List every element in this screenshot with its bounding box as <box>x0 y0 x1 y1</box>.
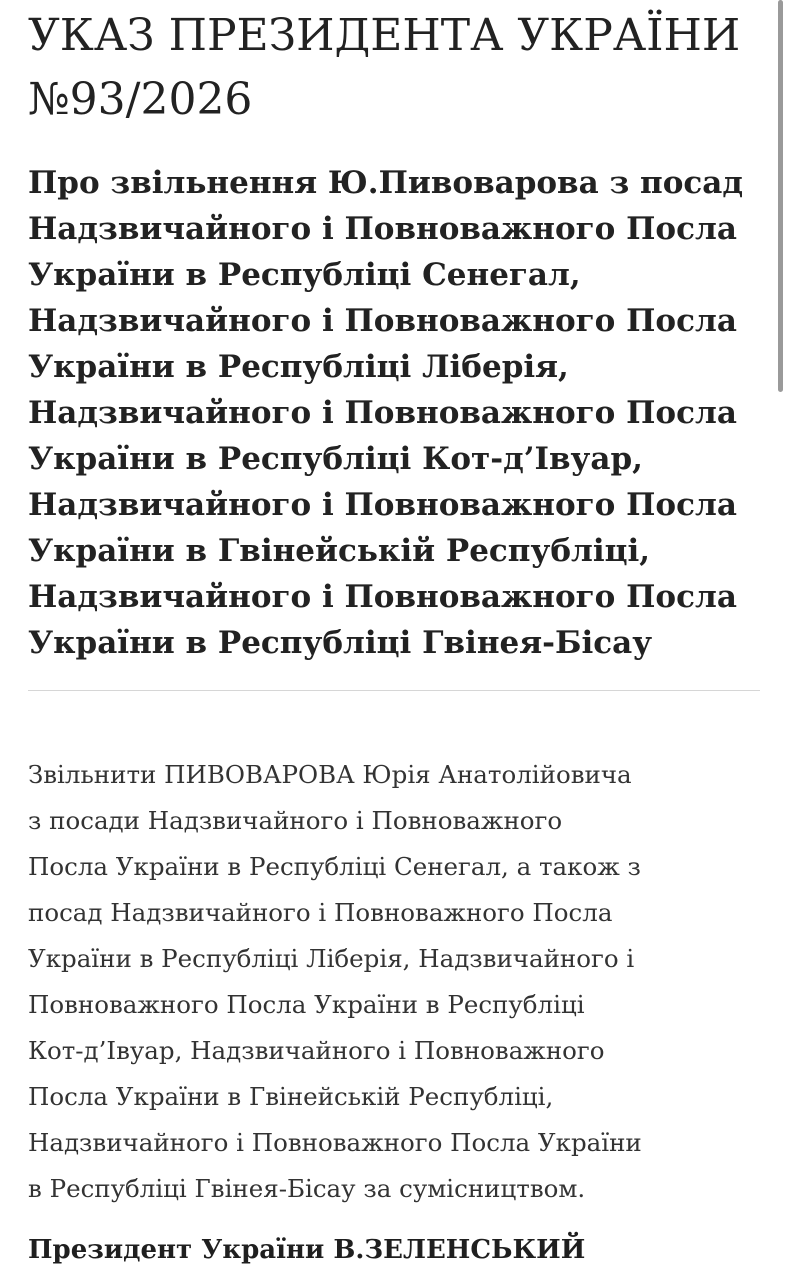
section-divider <box>28 690 760 691</box>
decree-body <box>28 752 768 1212</box>
subject-line: Про звільнення Ю.Пивоварова з посад <box>28 165 744 201</box>
body-line: посад Надзвичайного і Повноважного Посла <box>28 898 613 927</box>
body-line: Посла України в Гвінейській Республіці, <box>28 1082 554 1111</box>
decree-subject <box>28 160 768 666</box>
body-line: України в Республіці Ліберія, Надзвичайного і <box>28 944 635 973</box>
scrollbar-thumb[interactable] <box>778 0 783 392</box>
signature: Президент України В.ЗЕЛЕНСЬКИЙ <box>28 1235 586 1265</box>
subject-line: України в Республіці Сенегал, <box>28 257 581 293</box>
subject-line: України в Республіці Гвінея-Бісау <box>28 625 653 661</box>
subject-line: України в Республіці Ліберія, <box>28 349 569 385</box>
subject-line: Надзвичайного і Повноважного Посла <box>28 579 737 615</box>
body-line: Надзвичайного і Повноважного Посла України <box>28 1128 642 1157</box>
subject-line: Надзвичайного і Повноважного Посла <box>28 303 737 339</box>
body-line: Повноважного Посла України в Республіці <box>28 990 585 1019</box>
scrollbar[interactable] <box>777 0 787 1280</box>
body-line: в Республіці Гвінея-Бісау за сумісництвом. <box>28 1174 586 1203</box>
body-line: Звільнити ПИВОВАРОВА Юрія Анатолійовича <box>28 760 632 789</box>
body-line: з посади Надзвичайного і Повноважного <box>28 806 563 835</box>
subject-line: Надзвичайного і Повноважного Посла <box>28 211 737 247</box>
subject-line: Надзвичайного і Повноважного Посла <box>28 395 737 431</box>
decree-title <box>28 4 768 132</box>
subject-line: України в Гвінейській Республіці, <box>28 533 651 569</box>
subject-line: України в Республіці Кот-д’Івуар, <box>28 441 643 477</box>
body-line: Посла України в Республіці Сенегал, а також з <box>28 852 641 881</box>
decree-number: №93/2026 <box>28 74 253 125</box>
subject-line: Надзвичайного і Повноважного Посла <box>28 487 737 523</box>
decree-title-line: УКАЗ ПРЕЗИДЕНТА УКРАЇНИ <box>28 10 741 61</box>
body-line: Кот-д’Івуар, Надзвичайного і Повноважного <box>28 1036 605 1065</box>
